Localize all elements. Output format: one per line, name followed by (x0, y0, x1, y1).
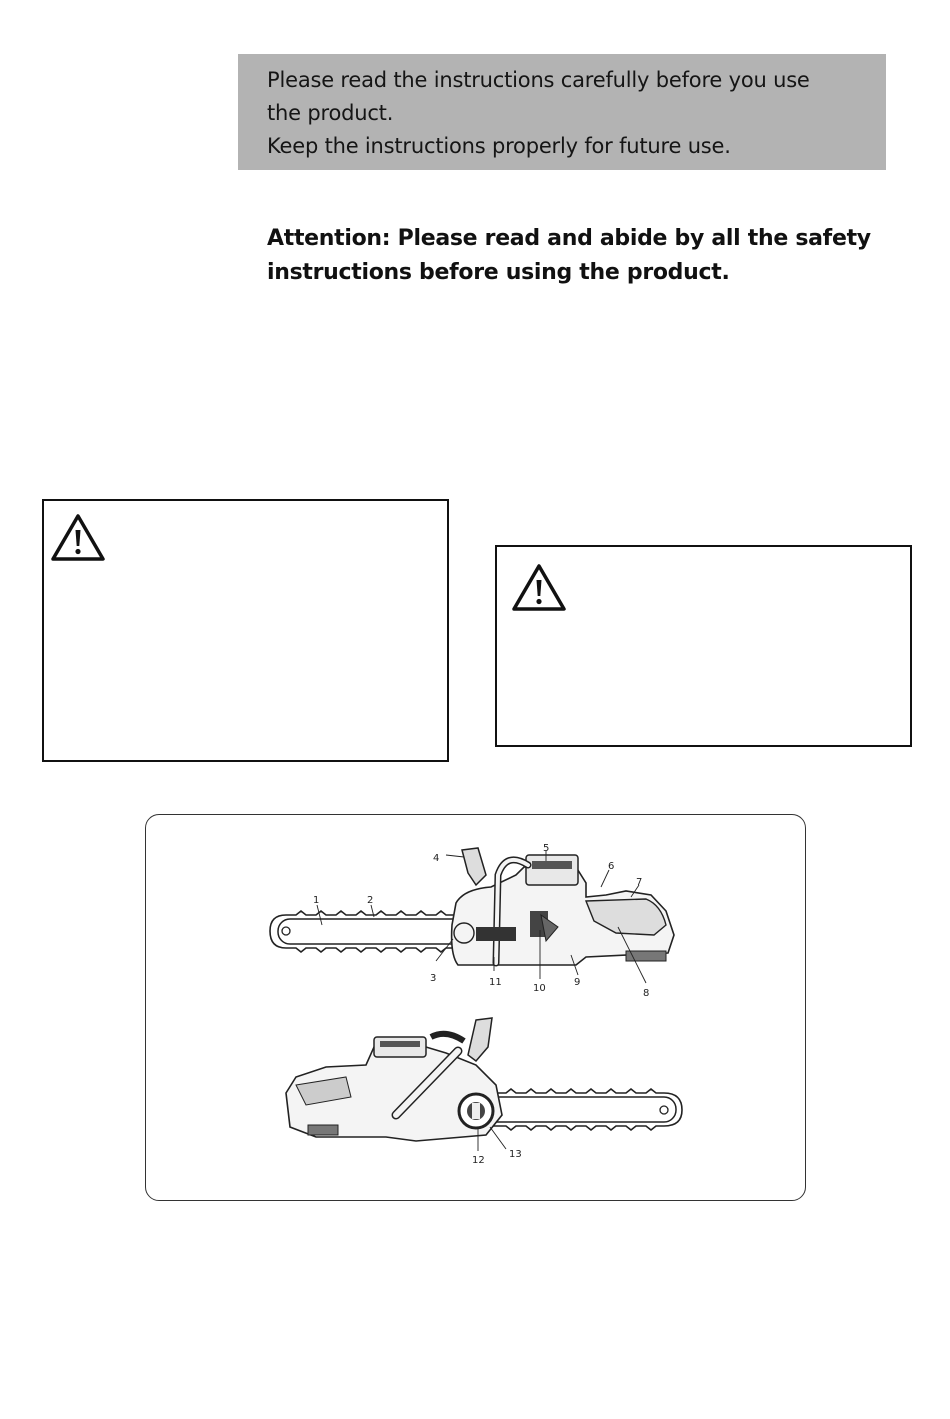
chainsaw-parts-figure (145, 814, 806, 1201)
warning-triangle-icon (511, 563, 567, 613)
callout-1: 1 (313, 895, 320, 906)
callout-8: 8 (643, 988, 650, 999)
attention-line-2: instructions before using the product. (267, 260, 730, 285)
callout-3: 3 (430, 973, 437, 984)
callout-6: 6 (608, 861, 615, 872)
chainsaw-side-view-top (270, 843, 674, 999)
callout-13: 13 (509, 1149, 522, 1160)
callout-11: 11 (489, 977, 502, 988)
warning-triangle-icon (50, 513, 106, 563)
callout-5: 5 (543, 843, 550, 854)
callout-4: 4 (433, 853, 440, 864)
chain-brake-guard (462, 848, 486, 885)
attention-line-1: Attention: Please read and abide by all the safety (267, 226, 871, 251)
callout-7: 7 (636, 877, 643, 888)
chainsaw-side-view-bottom (286, 1018, 682, 1166)
warning-box-left (42, 499, 449, 762)
chainsaw-diagram (146, 815, 807, 1202)
battery-pack (526, 855, 578, 885)
notice-line-1: Please read the instructions carefully before you use (267, 68, 810, 92)
notice-line-3: Keep the instructions properly for future use. (267, 134, 731, 158)
attention-heading (267, 222, 887, 290)
notice-line-2: the product. (267, 101, 394, 125)
guide-bar (278, 919, 468, 944)
read-instructions-notice (238, 54, 886, 170)
callout-9: 9 (574, 977, 581, 988)
callout-2: 2 (367, 895, 374, 906)
chain-brake-guard (468, 1018, 492, 1061)
callout-12: 12 (472, 1155, 485, 1166)
warning-box-right (495, 545, 912, 747)
guide-bar (484, 1097, 676, 1122)
callout-10: 10 (533, 983, 546, 994)
